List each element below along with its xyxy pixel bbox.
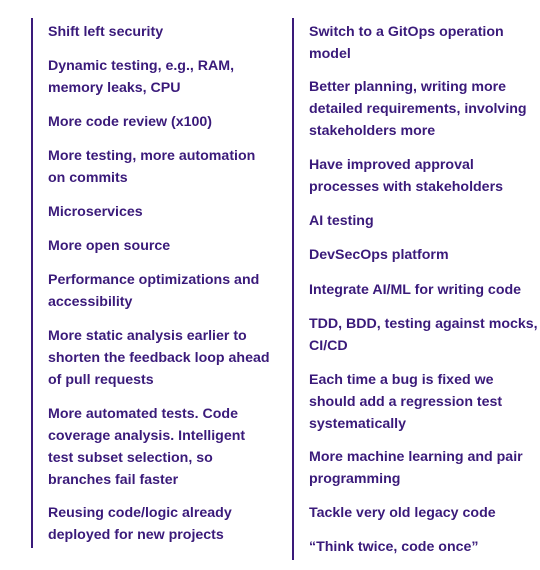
list-item: TDD, BDD, testing against mocks, CI/CD [309, 316, 538, 354]
list-item: Microservices [48, 204, 143, 220]
list-item: More testing, more automation on commits [48, 148, 256, 186]
list-item: Reusing code/logic already deployed for new projects [48, 505, 232, 543]
left-column [31, 18, 284, 548]
list-item: Dynamic testing, e.g., RAM, memory leaks, CPU [48, 58, 235, 96]
list-item: DevSecOps platform [309, 247, 449, 263]
list-item: Integrate AI/ML for writing code [309, 282, 522, 298]
list-item: More automated tests. Code coverage analysis. Intelligent test subset selection, so branches fail faster [48, 406, 246, 488]
list-item: Tackle very old legacy code [309, 505, 496, 521]
list-item: More open source [48, 238, 171, 254]
list-item: “Think twice, code once” [309, 539, 479, 555]
list-item: Shift left security [48, 24, 164, 40]
list-item: Better planning, writing more detailed requirements, involving stakeholders more [309, 79, 527, 139]
right-column [292, 18, 540, 560]
list-item: Performance optimizations and accessibility [48, 272, 260, 310]
list-item: More code review (x100) [48, 114, 213, 130]
list-item: AI testing [309, 213, 374, 229]
list-item: Each time a bug is fixed we should add a regression test systematically [309, 372, 503, 432]
list-item: More machine learning and pair programming [309, 449, 523, 487]
list-item: More static analysis earlier to shorten the feedback loop ahead of pull requests [48, 328, 270, 388]
list-item: Have improved approval processes with stakeholders [309, 157, 503, 195]
list-item: Switch to a GitOps operation model [309, 24, 504, 62]
